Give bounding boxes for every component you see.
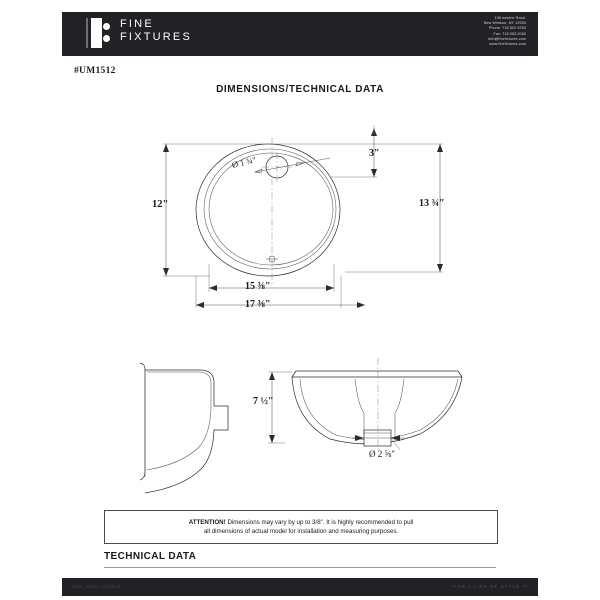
technical-data-heading: TECHNICAL DATA bbox=[104, 551, 197, 562]
attention-notice-text bbox=[179, 518, 424, 537]
dimension-label-depth-7-1-2: 7 ½" bbox=[253, 396, 274, 407]
side-profile-inner bbox=[147, 372, 211, 470]
dim-arrow-712-bottom bbox=[269, 435, 275, 443]
attention-line2: all dimensions of actual model for installation and measuring purposes. bbox=[203, 528, 399, 535]
contact-fax: Fax: 718.963.2080 bbox=[493, 31, 526, 36]
logo-dot-lower-icon bbox=[103, 35, 110, 42]
dim-arrow-1334-top bbox=[437, 144, 443, 152]
logo-main-bar bbox=[91, 18, 102, 48]
model-number: #UM1512 bbox=[74, 66, 116, 76]
attention-line1: Dimensions may vary by up to 3/8". It is highly recommended to pull bbox=[225, 518, 414, 526]
header-bar bbox=[62, 12, 538, 56]
section-bowl-inner bbox=[300, 379, 458, 439]
dimension-label-height-12: 12" bbox=[152, 199, 169, 210]
side-profile-body bbox=[145, 370, 228, 493]
contact-phone: Phone: 718.502.9393 bbox=[488, 26, 526, 31]
dim-arrow-drain-right bbox=[391, 435, 400, 441]
brand-name-line1: FINE bbox=[120, 18, 154, 30]
footer-bar bbox=[62, 578, 538, 596]
dim-arrow-3-top bbox=[371, 128, 377, 136]
dimension-label-drain-diameter: Ø 2 ⅝" bbox=[369, 449, 395, 459]
brand-name-line2: FIXTURES bbox=[120, 31, 192, 43]
dimension-label-width-15-3-8: 15 ⅜" bbox=[245, 281, 271, 292]
contact-website[interactable]: www.finefixtures.com bbox=[489, 42, 526, 47]
dim-arrow-1538-left bbox=[209, 285, 217, 291]
basin-outer-rim bbox=[196, 144, 340, 276]
dim-arrow-1334-bottom bbox=[437, 264, 443, 272]
dim-arrow-drain-left bbox=[355, 435, 364, 441]
dimension-label-width-17-3-8: 17 ⅜" bbox=[245, 299, 271, 310]
dim-arrow-12-bottom bbox=[163, 268, 169, 276]
basin-bowl-contour bbox=[209, 153, 333, 265]
overflow-arrow-left bbox=[255, 169, 262, 173]
contact-address-street: 106 westric Road. bbox=[494, 16, 526, 20]
dim-arrow-712-top bbox=[269, 372, 275, 380]
section-rim-left-edge bbox=[292, 371, 296, 377]
dim-arrow-3-bottom bbox=[371, 169, 377, 177]
contact-address-city: New Windsor, NY 12553 bbox=[483, 21, 526, 26]
contact-email[interactable]: info@finefixtures.com bbox=[488, 36, 526, 41]
dim-arrow-12-top bbox=[163, 144, 169, 152]
logo-accent-bar bbox=[86, 18, 88, 48]
overflow-leader-line bbox=[255, 158, 330, 172]
section-throat-left bbox=[355, 379, 364, 440]
section-bowl-outer bbox=[292, 377, 462, 444]
logo-dot-upper-icon bbox=[103, 23, 110, 30]
attention-label: ATTENTION! bbox=[188, 518, 226, 526]
basin-inner-bowl bbox=[204, 149, 336, 269]
dimension-label-offset-3: 3" bbox=[369, 148, 380, 159]
overflow-hole bbox=[266, 156, 288, 178]
side-profile-rim-edge bbox=[140, 363, 145, 480]
attention-notice bbox=[104, 510, 498, 544]
dim-arrow-1738-left bbox=[196, 302, 204, 308]
overflow-arrow-right bbox=[296, 162, 304, 166]
dim-arrow-1738-right bbox=[357, 302, 365, 308]
section-throat-right bbox=[395, 379, 404, 440]
drain-center-mark bbox=[269, 256, 275, 262]
drain-collar bbox=[364, 430, 391, 446]
brand-name bbox=[120, 18, 192, 44]
footer-tagline: FOR A LIFE OF STYLE ™ bbox=[453, 584, 528, 589]
dimension-label-overflow-diameter: Ø 1 ¾" bbox=[230, 154, 257, 170]
section-rim-right-edge bbox=[458, 371, 462, 377]
page-title: DIMENSIONS/TECHNICAL DATA bbox=[216, 84, 384, 95]
brand-logo bbox=[84, 17, 284, 51]
dim-arrow-1538-right bbox=[326, 285, 334, 291]
fine-fixtures-logo-icon bbox=[84, 18, 110, 49]
company-contact-block bbox=[416, 16, 526, 47]
technical-data-divider bbox=[104, 567, 496, 568]
footer-revision-text: Spec Sheet 12/2015 bbox=[72, 584, 121, 589]
dimension-label-height-13-3-4: 13 ¾" bbox=[419, 198, 445, 209]
